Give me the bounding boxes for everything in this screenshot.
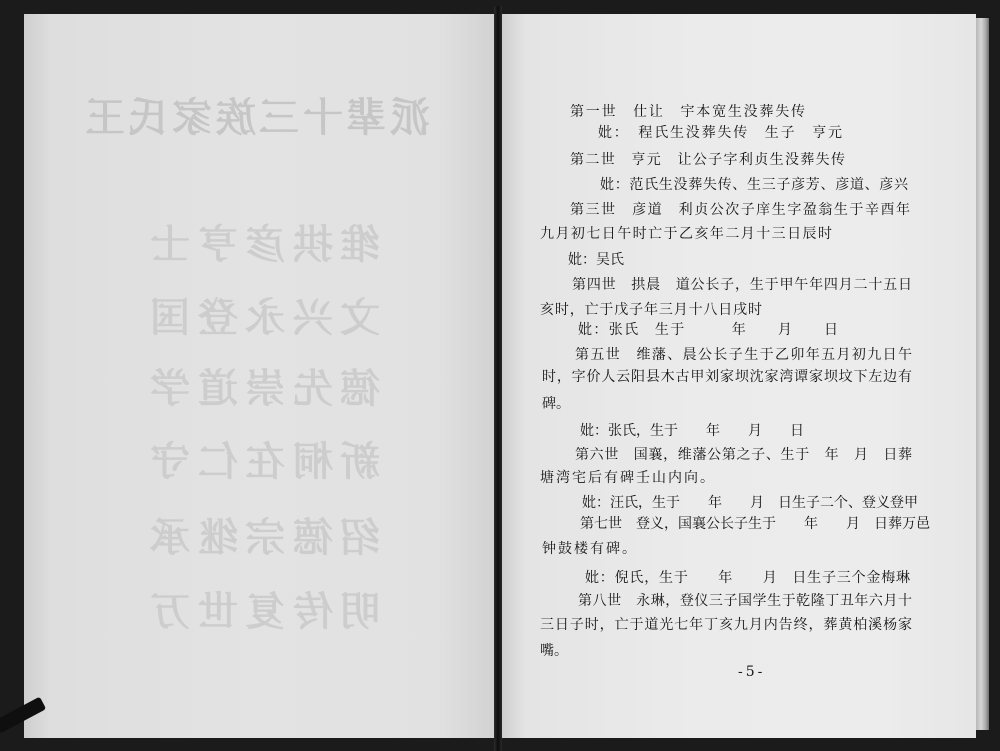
bleed-through-glyph: 家	[172, 94, 213, 141]
bleed-through-row	[150, 221, 380, 269]
text-line: 第六世 国襄，维藩公第之子、生于 年 月 日葬	[575, 447, 912, 463]
bleed-through-row	[150, 294, 380, 342]
bleed-through-glyph: 十	[302, 94, 343, 141]
text-line: 第八世 永琳，登仪三子国学生于乾隆丁丑年六月十	[578, 593, 912, 609]
text-line: 妣：汪氏，生于 年 月 日生子二个、登义登甲	[582, 495, 918, 511]
bleed-through-glyph: 在	[245, 438, 285, 485]
text-line: 第一世 仕让 宇本宽生没葬失传	[570, 104, 805, 120]
text-line: 妣： 程氏生没葬失传 生子 亨元	[598, 125, 842, 141]
bleed-through-glyph: 学	[150, 365, 190, 412]
text-line: 妣：吴氏	[568, 252, 624, 268]
text-line: 钟鼓楼有碑。	[542, 541, 638, 557]
text-line: 嘴。	[540, 643, 568, 659]
bleed-through-glyph: 新	[340, 438, 380, 485]
bleed-through-glyph: 桐	[292, 438, 333, 485]
bleed-through-title	[85, 94, 430, 142]
bleed-through-glyph: 士	[150, 221, 190, 268]
text-line: 妣：倪氏，生于 年 月 日生子三个金梅琳	[585, 570, 910, 586]
bleed-through-glyph: 登	[197, 294, 238, 341]
page-number: -5-	[738, 664, 766, 680]
text-line: 碑。	[542, 396, 570, 412]
text-line: 第五世 维藩、晨公长子生于乙卯年五月初九日午	[575, 347, 912, 363]
bleed-through-glyph: 国	[150, 294, 190, 341]
bleed-through-glyph: 先	[292, 365, 333, 412]
text-line: 第四世 拱晨 道公长子，生于甲午年四月二十五日	[572, 277, 912, 293]
bleed-through-glyph: 派	[389, 94, 430, 141]
bleed-through-glyph: 族	[215, 94, 256, 141]
bleed-through-glyph: 仁	[197, 438, 238, 485]
bleed-through-glyph: 文	[340, 294, 380, 341]
bleed-through-glyph: 守	[150, 438, 190, 485]
bleed-through-glyph: 复	[245, 588, 285, 635]
bleed-through-glyph: 王	[85, 94, 125, 141]
text-line: 塘湾宅后有碑壬山内向。	[540, 470, 716, 486]
bleed-through-glyph: 德	[340, 365, 380, 412]
bleed-through-glyph: 拱	[292, 221, 333, 268]
bleed-through-glyph: 彦	[245, 221, 285, 268]
bleed-through-row	[150, 438, 380, 486]
bleed-through-glyph: 维	[340, 221, 380, 268]
bleed-through-glyph: 亨	[197, 221, 238, 268]
text-line: 亥时，亡于戊子年三月十八日戌时	[540, 302, 762, 318]
bleed-through-glyph: 世	[197, 588, 238, 635]
bleed-through-glyph: 辈	[346, 94, 387, 141]
bleed-through-row	[150, 365, 380, 413]
bleed-through-glyph: 永	[245, 294, 285, 341]
text-line: 第二世 亨元 让公子字利贞生没葬失传	[570, 152, 845, 168]
bleed-through-glyph: 继	[197, 514, 238, 561]
text-line: 第三世 彦道 利贞公次子庠生字盈翁生于辛酉年	[570, 202, 910, 218]
bleed-through-glyph: 德	[292, 514, 333, 561]
bleed-through-glyph: 氏	[128, 94, 169, 141]
bleed-through-row	[150, 588, 380, 636]
bleed-through-glyph: 三	[259, 94, 300, 141]
text-line: 妣：张氏 生于 年 月 日	[578, 322, 838, 338]
bleed-through-glyph: 崇	[245, 365, 285, 412]
bleed-through-glyph: 兴	[292, 294, 333, 341]
bleed-through-glyph: 明	[340, 588, 380, 635]
text-line: 妣：范氏生没葬失传、生三子彦芳、彦道、彦兴	[600, 177, 908, 193]
bleed-through-glyph: 承	[150, 514, 190, 561]
bleed-through-glyph: 万	[150, 588, 190, 635]
bleed-through-glyph: 传	[292, 588, 333, 635]
text-line: 时，字价人云阳县木古甲刘家坝沈家湾谭家坝坟下左边有	[542, 369, 912, 385]
bleed-through-glyph: 宗	[245, 514, 285, 561]
text-line: 第七世 登义，国襄公长子生于 年 月 日葬万邑	[580, 516, 930, 532]
bleed-through-glyph: 道	[197, 365, 238, 412]
bleed-through-glyph: 绍	[340, 514, 380, 561]
text-line: 九月初七日午时亡于乙亥年二月十三日辰时	[540, 226, 832, 242]
text-line: 三日子时，亡于道光七年丁亥九月内告终，葬黄柏溪杨家	[540, 617, 912, 633]
bleed-through-row	[150, 514, 380, 562]
text-line: 妣：张氏，生于 年 月 日	[580, 423, 804, 439]
